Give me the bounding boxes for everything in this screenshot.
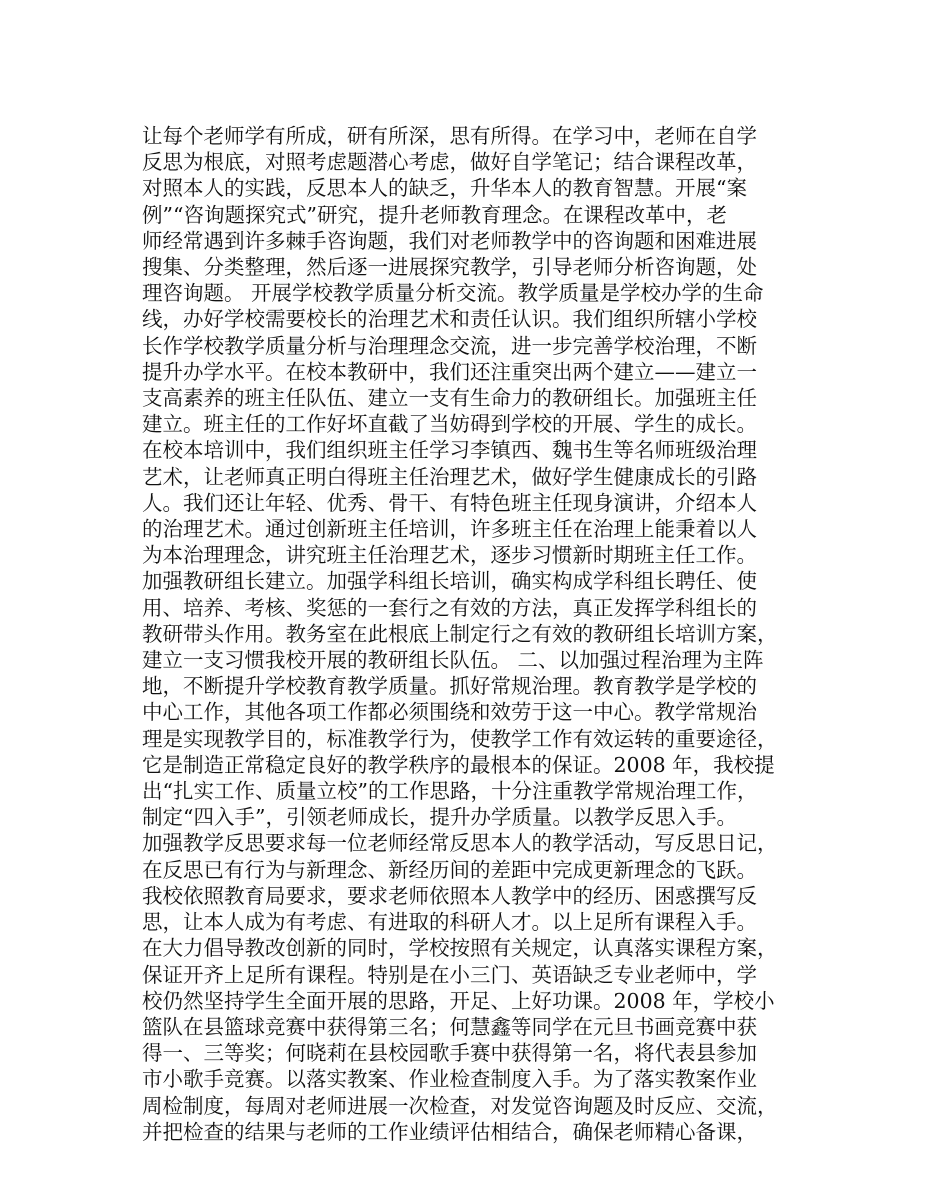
text-line: 建立一支习惯我校开展的教研组长队伍。 二、以加强过程治理为主阵 (142, 648, 764, 673)
text-line: 地，不断提升学校教育教学质量。抓好常规治理。教育教学是学校的 (142, 674, 757, 699)
text-line: 例”“咨询题探究式”研究，提升老师教育理念。在课程改革中，老 (142, 202, 727, 227)
text-line: 在大力倡导教改创新的同时，学校按照有关规定，认真落实课程方案， (142, 936, 778, 961)
text-line: 周检制度，每周对老师进展一次检查，对发觉咨询题及时反应、交流， (142, 1093, 778, 1118)
text-line: 我校依照教育局要求，要求老师依照本人教学中的经历、困惑撰写反 (142, 883, 757, 908)
text-line: 反思为根底，对照考虑题潜心考虑，做好自学笔记；结合课程改革， (142, 150, 757, 175)
text-line: 中心工作，其他各项工作都必须围绕和效劳于这一中心。教学常规治 (142, 700, 757, 725)
text-line: 长作学校教学质量分析与治理理念交流，进一步完善学校治理，不断 (142, 333, 757, 358)
text-line: 提升办学水平。在校本教研中，我们还注重突出两个建立——建立一 (142, 359, 757, 384)
text-line: 线，办好学校需要校长的治理艺术和责任认识。我们组织所辖小学校 (142, 307, 757, 332)
text-line: 艺术，让老师真正明白得班主任治理艺术，做好学生健康成长的引路 (142, 464, 757, 489)
text-line: 师经常遇到许多棘手咨询题，我们对老师教学中的咨询题和困难进展 (142, 228, 757, 253)
text-line: 校仍然坚持学生全面开展的思路，开足、上好功课。2008 年，学校小 (142, 988, 775, 1013)
text-line: 篮队在县篮球竞赛中获得第三名；何慧鑫等同学在元旦书画竞赛中获 (142, 1014, 757, 1039)
text-line: 建立。班主任的工作好坏直截了当妨碍到学校的开展、学生的成长。 (142, 412, 757, 437)
text-line: 保证开齐上足所有课程。特别是在小三门、英语缺乏专业老师中，学 (142, 962, 757, 987)
text-line: 理咨询题。 开展学校教学质量分析交流。教学质量是学校办学的生命 (142, 281, 764, 306)
text-line: 的治理艺术。通过创新班主任培训，许多班主任在治理上能秉着以人 (142, 517, 757, 542)
text-line: 为本治理理念，讲究班主任治理艺术，逐步习惯新时期班主任工作。 (142, 543, 757, 568)
text-line: 思，让本人成为有考虑、有进取的科研人才。以上足所有课程入手。 (142, 910, 757, 935)
text-line: 教研带头作用。教务室在此根底上制定行之有效的教研组长培训方案， (142, 621, 778, 646)
text-line: 支高素养的班主任队伍、建立一支有生命力的教研组长。加强班主任 (142, 386, 757, 411)
text-line: 用、培养、考核、奖惩的一套行之有效的方法，真正发挥学科组长的 (142, 595, 757, 620)
text-line: 加强教研组长建立。加强学科组长培训，确实构成学科组长聘任、使 (142, 569, 757, 594)
text-line: 得一、三等奖；何晓莉在县校园歌手赛中获得第一名，将代表县参加 (142, 1041, 757, 1066)
body-text (142, 123, 822, 1145)
text-line: 搜集、分类整理，然后逐一进展探究教学，引导老师分析咨询题，处 (142, 255, 757, 280)
text-line: 在校本培训中，我们组织班主任学习李镇西、魏书生等名师班级治理 (142, 438, 757, 463)
text-line: 让每个老师学有所成，研有所深，思有所得。在学习中，老师在自学 (142, 124, 757, 148)
text-line: 在反思已有行为与新理念、新经历间的差距中完成更新理念的飞跃。 (142, 857, 757, 882)
text-line: 人。我们还让年轻、优秀、骨干、有特色班主任现身演讲，介绍本人 (142, 490, 757, 515)
text-line: 并把检查的结果与老师的工作业绩评估相结合，确保老师精心备课， (142, 1119, 757, 1144)
text-line: 加强教学反思要求每一位老师经常反思本人的教学活动，写反思日记， (142, 831, 778, 856)
text-line: 理是实现教学目的，标准教学行为，使教学工作有效运转的重要途径， (142, 726, 778, 751)
text-line: 出“扎实工作、质量立校”的工作思路，十分注重教学常规治理工作， (142, 779, 758, 804)
text-line: 它是制造正常稳定良好的教学秩序的最根本的保证。2008 年，我校提 (142, 752, 775, 777)
text-line: 制定“四入手”，引领老师成长，提升办学质量。以教学反思入手。 (142, 805, 737, 830)
text-line: 市小歌手竞赛。以落实教案、作业检查制度入手。为了落实教案作业 (142, 1067, 757, 1092)
text-line: 对照本人的实践，反思本人的缺乏，升华本人的教育智慧。开展“案 (142, 176, 747, 201)
